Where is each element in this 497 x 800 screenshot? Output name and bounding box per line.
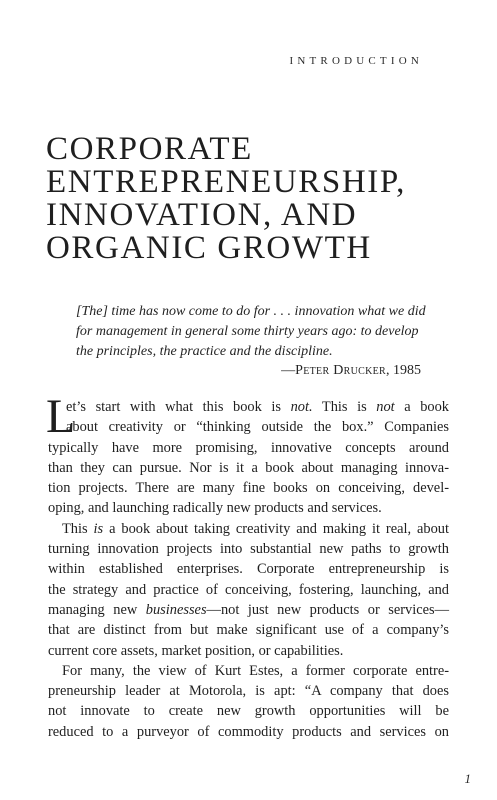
paragraph-line xyxy=(48,600,449,620)
chapter-title-line: CORPORATE xyxy=(46,131,253,167)
paragraph-line: reduced to a purveyor of commodity products and services on xyxy=(48,723,449,740)
paragraph-line: about creativity or “thinking outside the box.” Companies xyxy=(66,419,449,436)
attribution-author: Peter Drucker xyxy=(295,363,386,378)
text-run: This xyxy=(62,520,94,537)
paragraph-line: oping, and launching radically new products and services. xyxy=(48,500,382,517)
chapter-title-line: INNOVATION, AND xyxy=(46,197,358,233)
epigraph-quote xyxy=(76,302,426,362)
body-text xyxy=(46,390,450,742)
paragraph-line: current core assets, market position, or capabilities. xyxy=(48,642,344,659)
paragraph-line: tion projects. There are many fine books on conceiving, devel- xyxy=(48,480,449,497)
paragraph-line: typically have more promising, innovative concepts around xyxy=(48,439,449,456)
emphasis: not. xyxy=(290,399,313,415)
epigraph-line: [The] time has now come to do for . . . innovation what we did xyxy=(76,304,426,319)
epigraph-line: the principles, the practice and the discipline. xyxy=(76,344,333,359)
text-run: a book about taking creativity and making it real, about xyxy=(103,520,450,537)
paragraph-line: that are distinct from but make significant use of a company’s xyxy=(48,622,449,639)
attribution-dash: — xyxy=(281,363,296,378)
chapter-title-line: ENTREPRENEURSHIP, xyxy=(46,164,406,200)
paragraph-line: turning innovation projects into substantial new paths to growth xyxy=(48,541,449,558)
paragraph-line: For many, the view of Kurt Estes, a former corporate entre- xyxy=(62,662,449,679)
text-run: This is xyxy=(312,399,377,415)
emphasis: not xyxy=(376,399,395,415)
chapter-title xyxy=(46,133,446,265)
text-run: et’s start with what this book is xyxy=(66,399,291,415)
paragraph-line: than they can pursue. Nor is it a book about managing innova- xyxy=(48,459,449,476)
epigraph-line: for management in general some thirty years ago: to develop xyxy=(76,324,419,339)
text-run: —not just new products or services— xyxy=(206,601,449,618)
paragraph-line: not innovate to create new growth opportunities will be xyxy=(48,703,449,720)
emphasis: businesses xyxy=(145,601,207,618)
paragraph-line: preneurship leader at Motorola, is apt: “A company that does xyxy=(48,683,449,700)
paragraph-line: within established enterprises. Corporate entrepreneurship is xyxy=(48,561,449,578)
paragraph-line xyxy=(48,397,449,417)
paragraph-line xyxy=(48,519,449,539)
running-head: INTRODUCTION xyxy=(289,55,423,67)
text-run: managing new xyxy=(48,601,146,618)
epigraph-attribution xyxy=(281,361,421,381)
chapter-title-line: ORGANIC GROWTH xyxy=(46,230,372,266)
drop-cap: L xyxy=(46,390,76,443)
attribution-year: , 1985 xyxy=(386,363,421,378)
emphasis: is xyxy=(93,520,104,537)
paragraph-line: the strategy and practice of conceiving, fostering, launching, and xyxy=(48,581,449,598)
page-number: 1 xyxy=(464,771,471,786)
text-run: a book xyxy=(394,399,449,415)
